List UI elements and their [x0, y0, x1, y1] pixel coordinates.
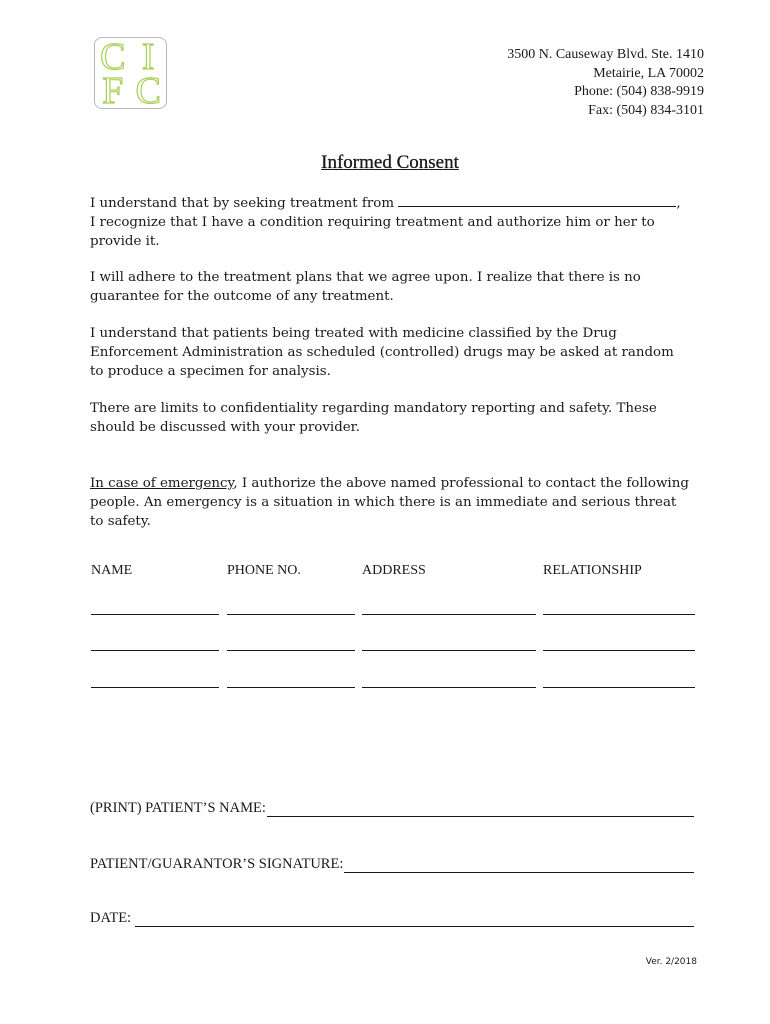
- address-line-1: 3500 N. Causeway Blvd. Ste. 1410: [507, 47, 704, 62]
- address-line-2: Metairie, LA 70002: [593, 65, 704, 81]
- paragraph-treatment-plans: [90, 268, 690, 306]
- column-header-relationship: RELATIONSHIP: [543, 563, 642, 578]
- logo-letter-f: F: [102, 70, 124, 112]
- contact-3-name-field[interactable]: [91, 687, 219, 688]
- logo-letter-c: C: [100, 36, 126, 78]
- clinic-logo: [94, 36, 167, 112]
- document-title: Informed Consent: [321, 152, 459, 173]
- emergency-text: , I authorize the above named professional to contact the following people. An emergency is a situation in which there is an immediate and serious threat to safety.: [90, 476, 689, 529]
- logo-letter-i: I: [141, 36, 155, 78]
- signature-row: [90, 856, 694, 873]
- contact-3-phone-field[interactable]: [227, 687, 355, 688]
- column-header-address: ADDRESS: [362, 563, 426, 578]
- contact-1-address-field[interactable]: [362, 614, 536, 615]
- paragraph-treatment-plans-text: I will adhere to the treatment plans that we agree upon. I realize that there is no guarantee for the outcome of any treatment.: [90, 270, 641, 304]
- clinic-address: [507, 46, 704, 120]
- contact-1-phone-field[interactable]: [227, 614, 355, 615]
- logo-row-top: [95, 36, 166, 78]
- paragraph-treatment-end: , I recognize that I have a condition requiring treatment and authorize him or her to provide it.: [90, 196, 681, 249]
- date-row: [90, 910, 694, 927]
- paragraph-treatment: [90, 193, 690, 251]
- signature-field[interactable]: [344, 858, 694, 873]
- contact-1-relationship-field[interactable]: [543, 614, 695, 615]
- paragraph-confidentiality-text: There are limits to confidentiality regarding mandatory reporting and safety. These should be discussed with your provider.: [90, 401, 657, 435]
- paragraph-confidentiality: [90, 399, 690, 437]
- contact-2-relationship-field[interactable]: [543, 650, 695, 651]
- contact-1-name-field[interactable]: [91, 614, 219, 615]
- logo-letter-c2: C: [135, 70, 161, 112]
- contact-3-relationship-field[interactable]: [543, 687, 695, 688]
- date-label: DATE:: [90, 910, 132, 926]
- print-name-label: (PRINT) PATIENT’S NAME:: [90, 800, 266, 816]
- provider-name-field[interactable]: [398, 193, 676, 207]
- paragraph-controlled-drugs: [90, 324, 690, 381]
- contact-2-address-field[interactable]: [362, 650, 536, 651]
- date-field[interactable]: [135, 912, 694, 927]
- emergency-heading: In case of emergency: [90, 476, 234, 491]
- address-phone: Phone: (504) 838-9919: [574, 84, 704, 99]
- contact-2-phone-field[interactable]: [227, 650, 355, 651]
- signature-label: PATIENT/GUARANTOR’S SIGNATURE:: [90, 856, 344, 872]
- logo-row-bottom: [95, 70, 166, 112]
- paragraph-controlled-drugs-text: I understand that patients being treated with medicine classified by the Drug Enforcement Administration as scheduled (controlled) drugs may be asked at random to produce a specimen for analysis.: [90, 326, 674, 379]
- print-name-row: [90, 800, 694, 817]
- contact-2-name-field[interactable]: [91, 650, 219, 651]
- column-header-name: NAME: [91, 563, 133, 578]
- paragraph-emergency: [90, 474, 690, 531]
- print-name-field[interactable]: [267, 802, 694, 817]
- version-footer: Ver. 2/2018: [645, 957, 697, 967]
- address-fax: Fax: (504) 834-3101: [588, 102, 704, 118]
- column-header-phone: PHONE NO.: [227, 563, 301, 578]
- contact-3-address-field[interactable]: [362, 687, 536, 688]
- paragraph-treatment-start: I understand that by seeking treatment from: [90, 196, 395, 211]
